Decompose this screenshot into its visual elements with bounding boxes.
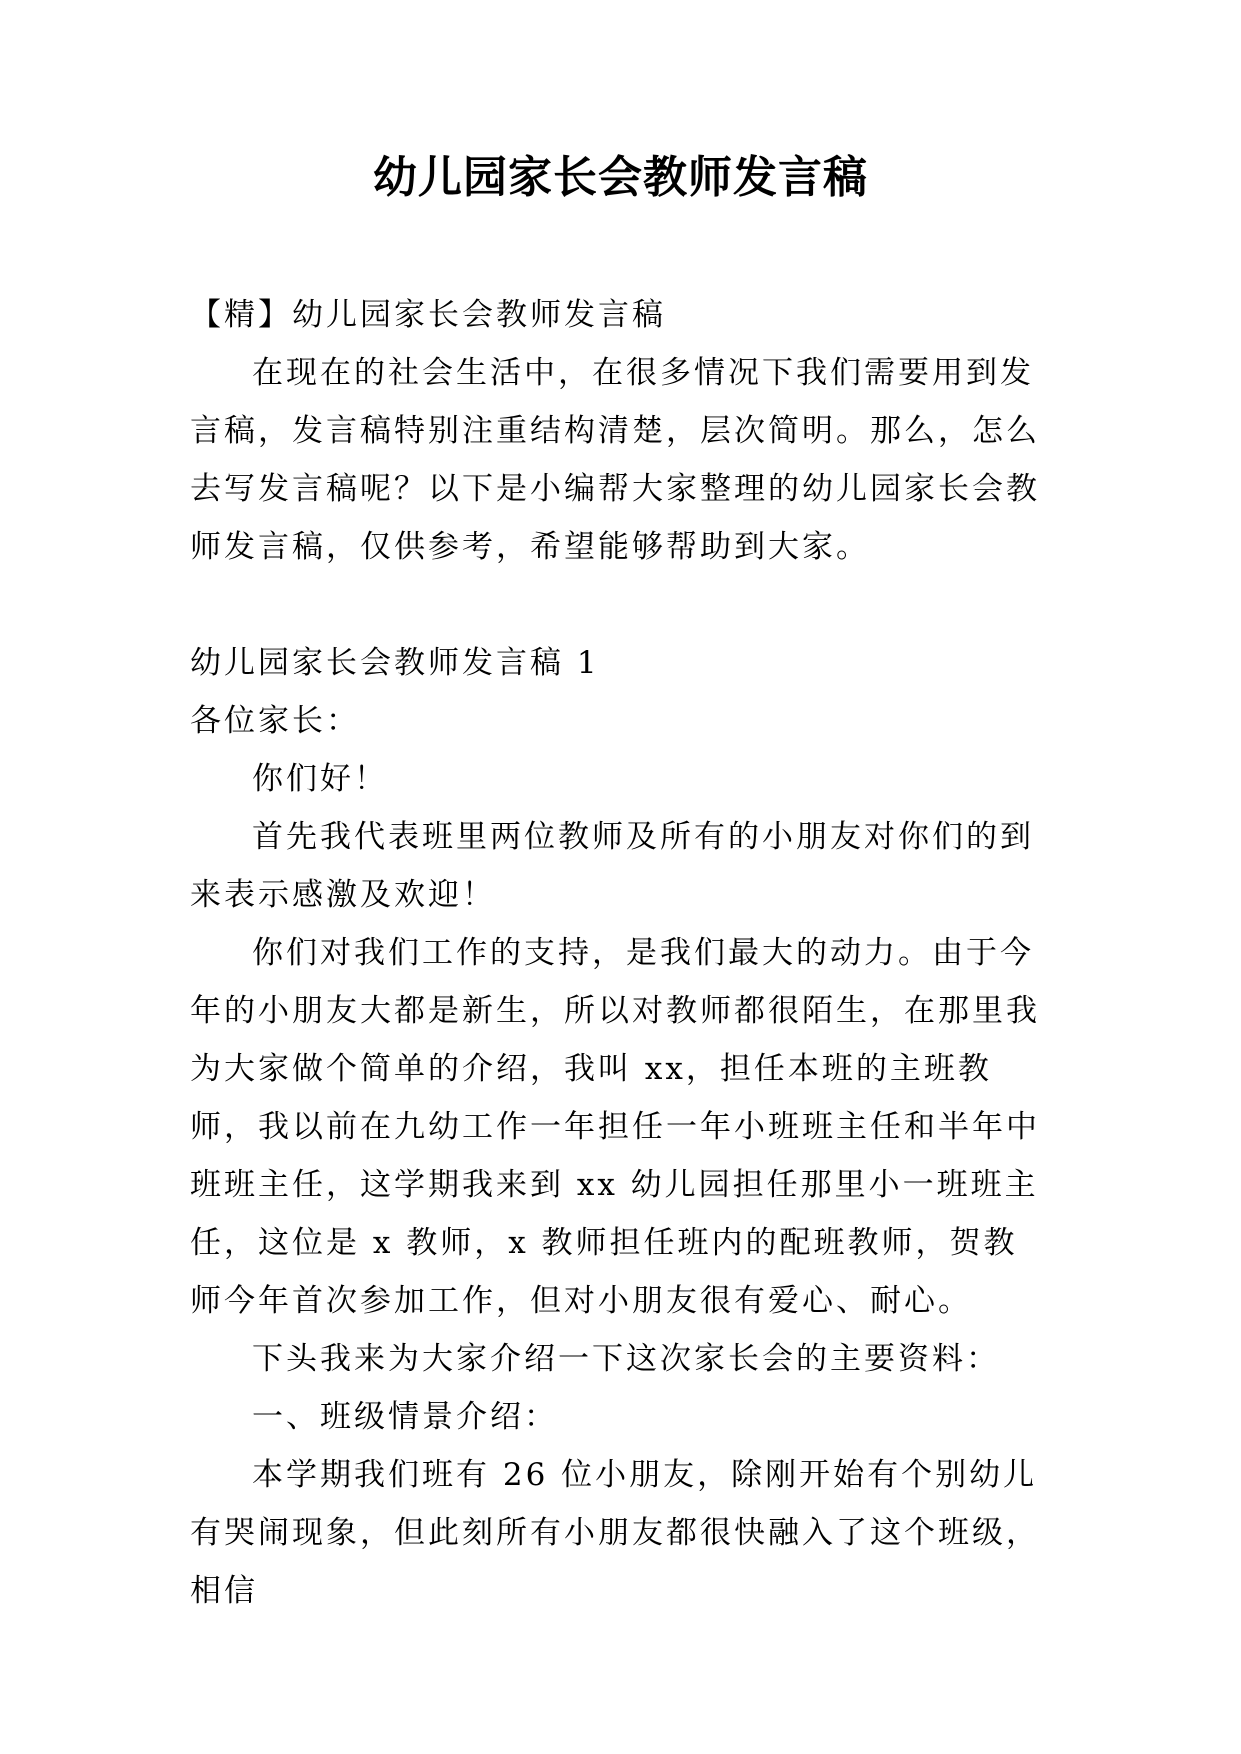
body-paragraph: 首先我代表班里两位教师及所有的小朋友对你们的到来表示感激及欢迎！ (190, 819, 1034, 913)
salutation: 各位家长： (190, 703, 360, 739)
body-paragraph: 下头我来为大家介绍一下这次家长会的主要资料： (252, 1341, 1000, 1377)
intro-paragraph: 在现在的社会生活中，在很多情况下我们需要用到发言稿，发言稿特别注重结构清楚，层次简明。那么，怎么去写发言稿呢？以下是小编帮大家整理的幼儿园家长会教师发言稿，仅供参考，希望能够帮助到大家。 (190, 355, 1040, 565)
document-subtitle: 【精】幼儿园家长会教师发言稿 (190, 297, 666, 333)
section-heading: 幼儿园家长会教师发言稿 1 (190, 645, 600, 681)
greeting: 你们好！ (252, 761, 388, 797)
body-paragraph: 本学期我们班有 26 位小朋友，除刚开始有个别幼儿有哭闹现象，但此刻所有小朋友都很快融入了这个班级，相信 (190, 1457, 1040, 1609)
document-title: 幼儿园家长会教师发言稿 (373, 152, 868, 203)
body-paragraph: 一、班级情景介绍： (252, 1399, 558, 1435)
body-paragraph: 你们对我们工作的支持，是我们最大的动力。由于今年的小朋友大都是新生，所以对教师都很陌生，在那里我为大家做个简单的介绍，我叫 xx，担任本班的主班教师，我以前在九幼工作一年担任一年小班班主任和半年中班班主任，这学期我来到 xx 幼儿园担任那里小一班班主任，这位是 x 教师，x 教师担任班内的配班教师，贺教师今年首次参加工作，但对小朋友很有爱心、耐心。 (190, 935, 1040, 1319)
document-body (190, 286, 1050, 1620)
